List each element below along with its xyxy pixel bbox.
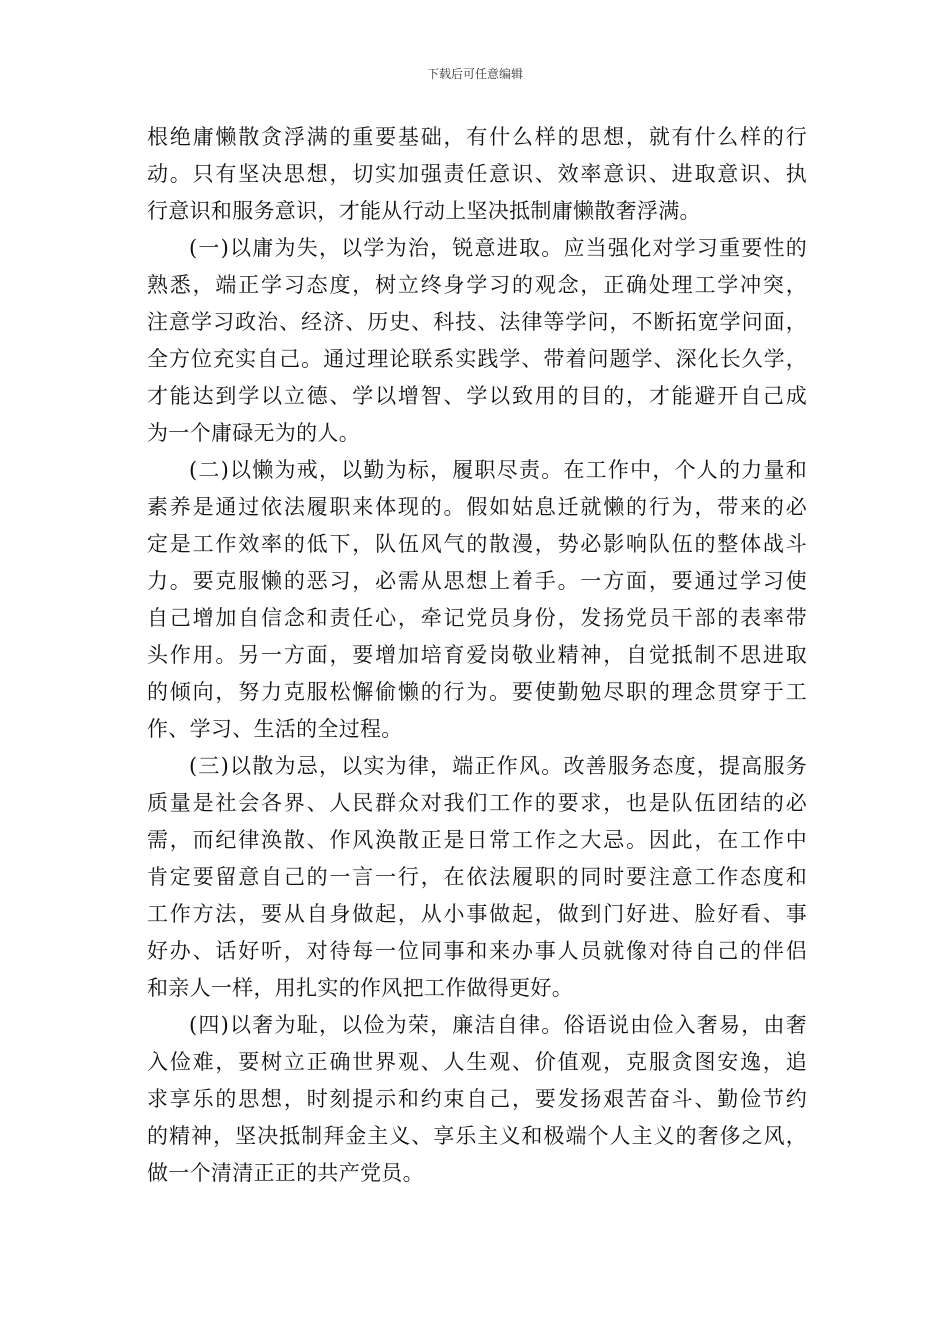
text-line: 力。要克服懒的恶习，必需从思想上着手。一方面，要通过学习使 [147,569,807,593]
text-line: 肯定要留意自己的一言一行，在依法履职的同时要注意工作态度和 [147,865,807,889]
text-line: 才能达到学以立德、学以增智、学以致用的目的，才能避开自己成 [147,384,807,408]
text-line: 熟悉，端正学习态度，树立终身学习的观念，正确处理工学冲突， [147,273,807,297]
text-line: 工作方法，要从自身做起，从小事做起，做到门好进、脸好看、事 [147,902,807,926]
text-line: 头作用。另一方面，要增加培育爱岗敬业精神，自觉抵制不思进取 [147,643,807,667]
text-line: 作、学习、生活的全过程。 [147,717,403,741]
text-line: 需，而纪律涣散、作风涣散正是日常工作之大忌。因此，在工作中 [147,828,807,852]
text-line: 动。只有坚决思想，切实加强责任意识、效率意识、进取意识、执 [147,162,807,186]
text-line: 全方位充实自己。通过理论联系实践学、带着问题学、深化长久学， [147,347,807,371]
paragraph-continuation [147,119,807,230]
paragraph-section-4 [147,1007,807,1192]
text-line: 质量是社会各界、人民群众对我们工作的要求，也是队伍团结的必 [147,791,807,815]
text-line: 做一个清清正正的共产党员。 [147,1161,424,1185]
text-line: 定是工作效率的低下，队伍风气的散漫，势必影响队伍的整体战斗 [147,532,807,556]
text-line: 为一个庸碌无为的人。 [147,421,360,445]
page-header: 下载后可任意编辑 [426,67,523,81]
text-line: 根绝庸懒散贪浮满的重要基础，有什么样的思想，就有什么样的行 [147,125,807,149]
text-line: (二)以懒为戒，以勤为标，履职尽责。在工作中，个人的力量和 [189,458,807,482]
text-line: 素养是通过依法履职来体现的。假如姑息迁就懒的行为，带来的必 [147,495,807,519]
text-line: 自己增加自信念和责任心，牵记党员身份，发扬党员干部的表率带 [147,606,807,630]
paragraph-section-2 [147,452,807,748]
text-line: (三)以散为忌，以实为律，端正作风。改善服务态度，提高服务 [189,754,807,778]
text-line: 注意学习政治、经济、历史、科技、法律等学问，不断拓宽学问面， [147,310,807,334]
text-line: 的倾向，努力克服松懈偷懒的行为。要使勤勉尽职的理念贯穿于工 [147,680,807,704]
text-line: 和亲人一样，用扎实的作风把工作做得更好。 [147,976,573,1000]
text-line: 的精神，坚决抵制拜金主义、享乐主义和极端个人主义的奢侈之风， [147,1124,807,1148]
text-line: 行意识和服务意识，才能从行动上坚决抵制庸懒散奢浮满。 [147,199,701,223]
text-line: (四)以奢为耻，以俭为荣，廉洁自律。俗语说由俭入奢易，由奢 [189,1013,807,1037]
body-text [147,119,807,1192]
text-line: 好办、话好听，对待每一位同事和来办事人员就像对待自己的伴侣 [147,939,807,963]
paragraph-section-3 [147,748,807,1007]
text-line: (一)以庸为失，以学为治，锐意进取。应当强化对学习重要性的 [189,236,807,260]
text-line: 求享乐的思想，时刻提示和约束自己，要发扬艰苦奋斗、勤俭节约 [147,1087,807,1111]
text-line: 入俭难，要树立正确世界观、人生观、价值观，克服贪图安逸，追 [147,1050,807,1074]
paragraph-section-1 [147,230,807,452]
